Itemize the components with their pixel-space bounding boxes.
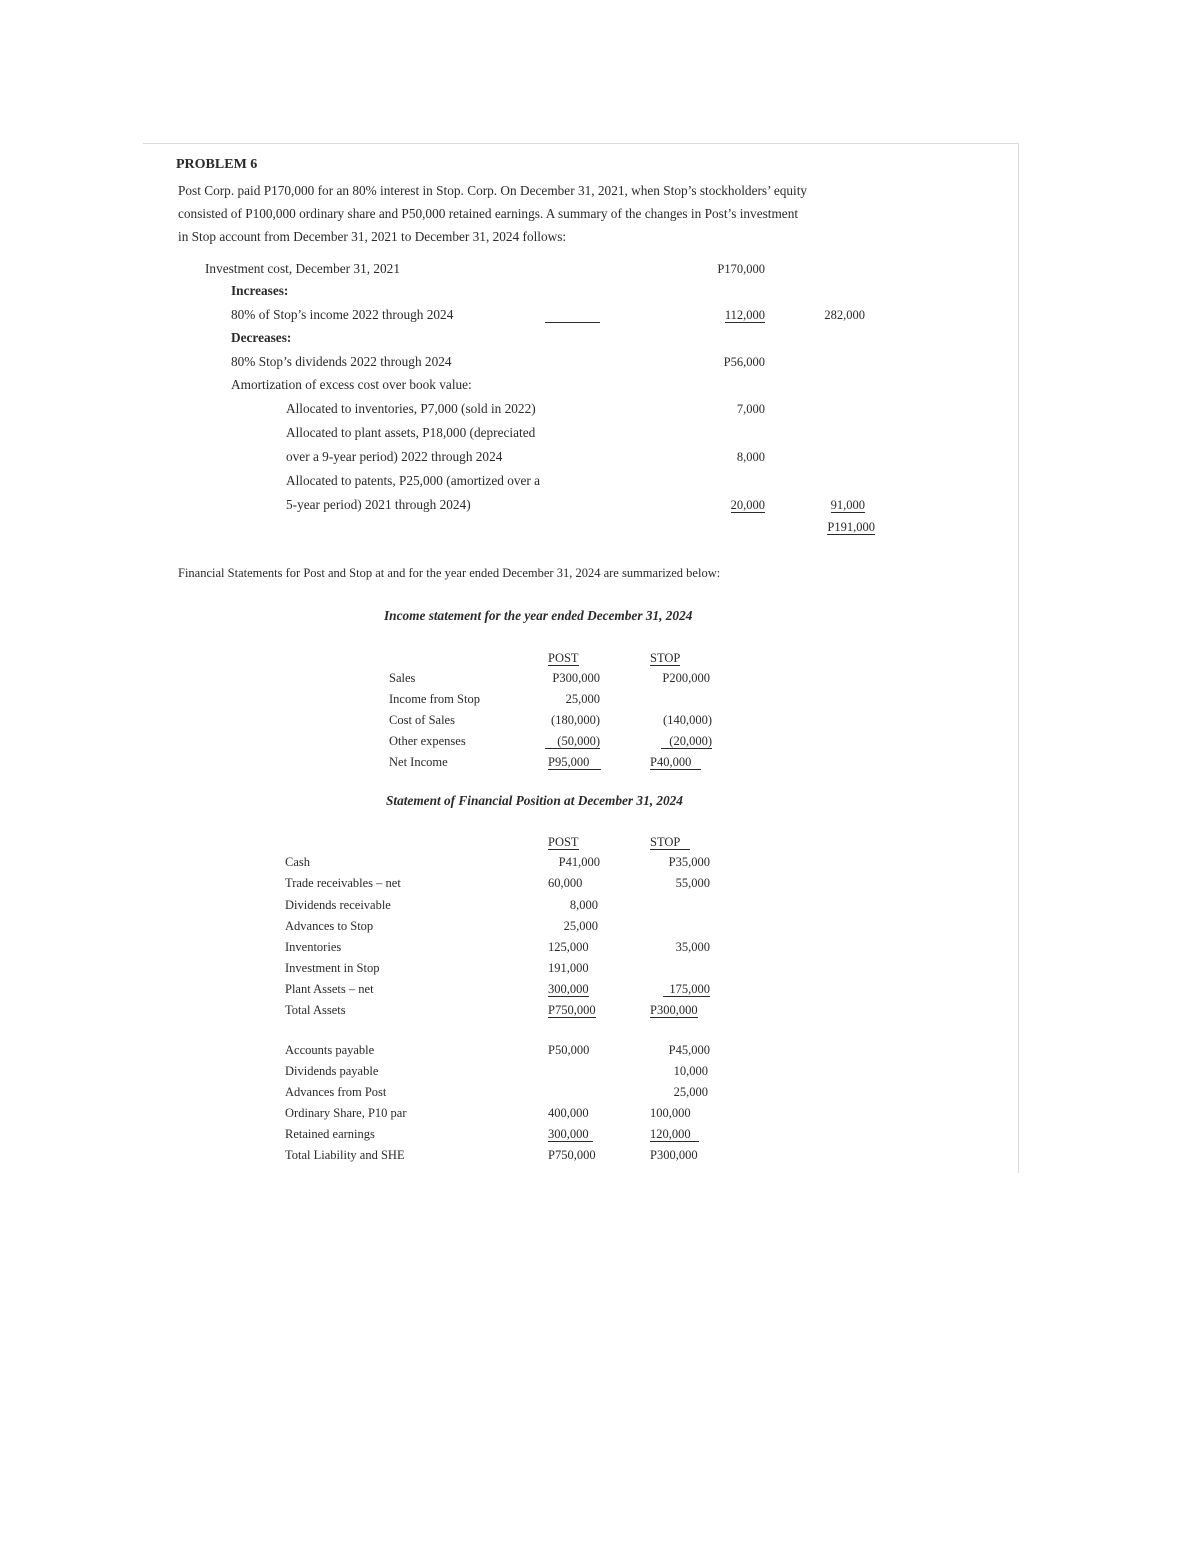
col-header-stop — [650, 835, 690, 850]
summary-amount: 20,000 — [730, 498, 765, 512]
income-statement-title: Income statement for the year ended December 31, 2024 — [384, 608, 693, 623]
fp-post: 300,000 — [548, 982, 589, 996]
fp-post: 8,000 — [569, 898, 598, 912]
is-stop-cell — [630, 734, 712, 749]
summary-label: Amortization of excess cost over book value: — [231, 377, 472, 392]
fp-stop-cell — [650, 1003, 698, 1018]
fp-label: Total Liability and SHE — [285, 1148, 405, 1162]
summary-total: 91,000 — [830, 498, 865, 512]
summary-label: 80% Stop’s dividends 2022 through 2024 — [231, 354, 452, 369]
fp-label: Advances from Post — [285, 1085, 387, 1099]
summary-amount-cell — [680, 498, 765, 513]
summary-heading-increases: Increases: — [231, 283, 289, 298]
is-label: Income from Stop — [389, 692, 480, 706]
summary-amount: 8,000 — [736, 450, 765, 464]
fp-stop: P300,000 — [650, 1148, 698, 1162]
summary-total-cell — [780, 498, 865, 513]
summary-total: 282,000 — [824, 308, 865, 322]
fp-post: 300,000 — [548, 1127, 593, 1142]
summary-amount: 7,000 — [736, 402, 765, 416]
summary-label: over a 9-year period) 2022 through 2024 — [286, 449, 503, 464]
fp-label: Inventories — [285, 940, 342, 954]
fp-stop: P45,000 — [668, 1043, 710, 1057]
col-header-stop — [650, 651, 680, 666]
fp-post: 191,000 — [548, 961, 589, 975]
col-header-post — [548, 835, 579, 850]
problem-text-line: Post Corp. paid P170,000 for an 80% interest in Stop. Corp. On December 31, 2021, when Stop’s stockholders’ equity — [178, 183, 808, 198]
is-label: Sales — [389, 671, 416, 685]
is-label: Net Income — [389, 755, 448, 769]
summary-amount: P170,000 — [717, 262, 765, 276]
col-header-stop-label: STOP — [650, 651, 681, 665]
fp-label: Plant Assets – net — [285, 982, 374, 996]
fp-stop: 175,000 — [663, 982, 710, 997]
fp-label: Advances to Stop — [285, 919, 374, 933]
is-post: P95,000 — [548, 755, 601, 770]
fp-label: Investment in Stop — [285, 961, 380, 975]
fp-post: 125,000 — [548, 940, 589, 954]
fp-post: P750,000 — [548, 1148, 596, 1162]
fp-post: P41,000 — [558, 855, 600, 869]
fp-stop-cell — [650, 1127, 699, 1142]
page-border-right — [1018, 143, 1019, 1173]
fp-post-cell — [548, 982, 589, 997]
col-header-post — [548, 651, 579, 666]
is-stop: P40,000 — [650, 755, 701, 770]
fp-stop: 100,000 — [650, 1106, 691, 1120]
financial-position-title: Statement of Financial Position at December 31, 2024 — [386, 793, 683, 808]
fp-label: Dividends payable — [285, 1064, 379, 1078]
fp-stop: 55,000 — [675, 876, 710, 890]
is-stop-cell — [650, 755, 701, 770]
fp-stop: P35,000 — [668, 855, 710, 869]
summary-grand-total-cell — [780, 520, 875, 535]
is-stop: P200,000 — [662, 671, 710, 685]
col-header-stop-label: STOP — [650, 835, 690, 850]
is-stop: (20,000) — [661, 734, 712, 749]
fp-label: Trade receivables – net — [285, 876, 401, 890]
is-stop: (140,000) — [663, 713, 712, 727]
fp-post: P750,000 — [548, 1003, 596, 1017]
fp-stop: P300,000 — [650, 1003, 698, 1017]
summary-label: Allocated to patents, P25,000 (amortized over a — [286, 473, 541, 488]
summary-label: 5-year period) 2021 through 2024) — [286, 497, 471, 512]
is-post: (50,000) — [545, 734, 600, 749]
summary-amount: P56,000 — [723, 355, 765, 369]
summary-grand-total: P191,000 — [827, 520, 875, 534]
summary-amount: 112,000 — [724, 308, 765, 322]
is-post-cell — [548, 755, 601, 770]
fp-label: Cash — [285, 855, 310, 869]
problem-text-line: consisted of P100,000 ordinary share and P50,000 retained earnings. A summary of the changes in Post’s investment — [178, 206, 799, 221]
fp-label: Ordinary Share, P10 par — [285, 1106, 407, 1120]
fp-post-cell — [548, 1127, 593, 1142]
problem-title: PROBLEM 6 — [176, 157, 258, 172]
is-post: 25,000 — [565, 692, 600, 706]
is-post: P300,000 — [552, 671, 600, 685]
summary-label: 80% of Stop’s income 2022 through 2024 — [231, 307, 454, 322]
is-post: (180,000) — [551, 713, 600, 727]
blank-underline — [545, 322, 600, 323]
is-label: Other expenses — [389, 734, 466, 748]
fp-stop: 120,000 — [650, 1127, 699, 1142]
fp-label: Total Assets — [285, 1003, 346, 1017]
fp-post: 25,000 — [563, 919, 598, 933]
summary-label: Allocated to plant assets, P18,000 (depreciated — [286, 425, 536, 440]
summary-heading-decreases: Decreases: — [231, 330, 292, 345]
page-border-top — [143, 143, 1019, 144]
problem-text-line: in Stop account from December 31, 2021 to December 31, 2024 follows: — [178, 229, 567, 244]
col-header-post-label: POST — [548, 651, 579, 665]
fp-label: Accounts payable — [285, 1043, 375, 1057]
fp-label: Dividends receivable — [285, 898, 391, 912]
fp-stop: 10,000 — [673, 1064, 708, 1078]
summary-label: Allocated to inventories, P7,000 (sold in 2022) — [286, 401, 536, 416]
fp-post: P50,000 — [548, 1043, 590, 1057]
fp-stop-cell — [630, 982, 710, 997]
fs-intro: Financial Statements for Post and Stop at and for the year ended December 31, 2024 are summarized below: — [178, 566, 721, 580]
fp-post-cell — [548, 1003, 596, 1018]
fp-label: Retained earnings — [285, 1127, 375, 1141]
fp-stop: 25,000 — [673, 1085, 708, 1099]
fp-post: 60,000 — [548, 876, 583, 890]
fp-stop: 35,000 — [675, 940, 710, 954]
is-label: Cost of Sales — [389, 713, 455, 727]
summary-label: Investment cost, December 31, 2021 — [205, 261, 400, 276]
col-header-post-label: POST — [548, 835, 579, 849]
is-post-cell — [520, 734, 600, 749]
fp-post: 400,000 — [548, 1106, 589, 1120]
summary-amount-cell — [680, 308, 765, 323]
